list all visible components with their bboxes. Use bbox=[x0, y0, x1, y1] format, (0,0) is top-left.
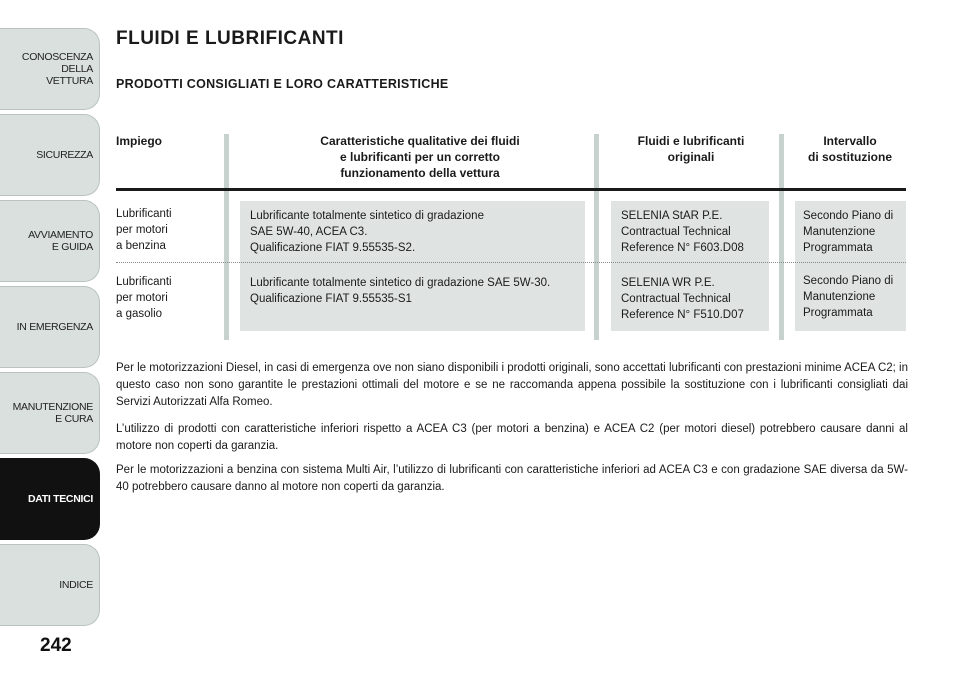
section-subtitle: PRODOTTI CONSIGLIATI E LORO CARATTERISTICHE bbox=[116, 77, 449, 91]
cell-line: Reference N° F510.D07 bbox=[621, 309, 744, 321]
row-2-fluidi bbox=[621, 275, 744, 323]
tab-label bbox=[13, 401, 93, 425]
cell-line: Programmata bbox=[803, 307, 873, 319]
header-caratteristiche bbox=[250, 133, 590, 181]
tab-label: SICUREZZA bbox=[36, 149, 93, 161]
cell-line: Lubrificanti bbox=[116, 276, 172, 288]
cell-line: Secondo Piano di bbox=[803, 210, 894, 222]
cell-line: Qualificazione FIAT 9.55535-S1 bbox=[250, 293, 412, 305]
cell-line: a gasolio bbox=[116, 308, 163, 320]
row-separator bbox=[116, 262, 906, 263]
cell-line: a benzina bbox=[116, 240, 166, 252]
tab-label-line: CONOSCENZA bbox=[21, 51, 93, 63]
tab-label bbox=[28, 229, 93, 253]
row-1-intervallo bbox=[803, 208, 893, 256]
tab-label-line: MANUTENZIONE bbox=[12, 401, 93, 413]
tab-indice[interactable] bbox=[0, 544, 100, 626]
row-2-impiego bbox=[116, 274, 172, 322]
paragraph-inferior-products: L’utilizzo di prodotti con caratteristiche inferiori rispetto a ACEA C3 (per motori a benzina) e ACEA C2 (per motori diesel) potrebbero causare danni al motore non coperti da garanzia. bbox=[116, 423, 908, 452]
cell-line: Qualificazione FIAT 9.55535-S2. bbox=[250, 242, 416, 254]
cell-line: Contractual Technical bbox=[621, 226, 731, 238]
row-1-fluidi bbox=[621, 208, 744, 256]
cell-line: per motori bbox=[116, 292, 168, 304]
header-line: e lubrificanti per un corretto bbox=[339, 150, 501, 164]
tab-in-emergenza[interactable] bbox=[0, 286, 100, 368]
tab-dati-tecnici[interactable] bbox=[0, 458, 100, 540]
cell-line: Programmata bbox=[803, 242, 873, 254]
tab-label: INDICE bbox=[59, 579, 93, 591]
cell-line: SELENIA WR P.E. bbox=[621, 277, 715, 289]
header-impiego: Impiego bbox=[116, 134, 163, 148]
tab-label: IN EMERGENZA bbox=[16, 321, 93, 333]
row-2-caratteristiche bbox=[250, 275, 550, 307]
cell-line: Manutenzione bbox=[803, 226, 876, 238]
cell-line: SELENIA StAR P.E. bbox=[621, 210, 723, 222]
cell-line: Secondo Piano di bbox=[803, 275, 894, 287]
page-number: 242 bbox=[40, 635, 72, 656]
tab-label-line: E GUIDA bbox=[51, 241, 93, 253]
tab-label-line: E CURA bbox=[55, 413, 93, 425]
row-2-intervallo bbox=[803, 273, 893, 321]
column-divider bbox=[779, 134, 784, 340]
cell-line: Lubrificante totalmente sintetico di gradazione bbox=[250, 210, 484, 222]
cell-line: Contractual Technical bbox=[621, 293, 731, 305]
cell-line: SAE 5W-40, ACEA C3. bbox=[250, 226, 368, 238]
paragraph-multi-air: Per le motorizzazioni a benzina con sistema Multi Air, l’utilizzo di lubrificanti con caratteristiche inferiori ad ACEA C3 e con gradazione SAE diversa da 5W-40 potrebbero causare danno al motore non coperti da garanzia. bbox=[116, 464, 908, 493]
header-line: Fluidi e lubrificanti bbox=[637, 134, 745, 148]
page-title: FLUIDI E LUBRIFICANTI bbox=[116, 28, 344, 49]
tab-label: DATI TECNICI bbox=[27, 493, 93, 505]
header-line: Intervallo bbox=[823, 134, 877, 148]
tab-avviamento-e-guida[interactable] bbox=[0, 200, 100, 282]
tab-manutenzione-e-cura[interactable] bbox=[0, 372, 100, 454]
header-line: Caratteristiche qualitative dei fluidi bbox=[320, 134, 520, 148]
column-divider bbox=[224, 134, 229, 340]
header-line: originali bbox=[667, 150, 715, 164]
tab-label-line: VETTURA bbox=[46, 75, 93, 87]
paragraph-diesel-emergency: Per le motorizzazioni Diesel, in casi di emergenza ove non siano disponibili i prodotti originali, sono accettati lubrificanti con prestazioni minime ACEA C2; in questo caso non sono garantite le prestazioni ottimali del motore e se ne raccomanda appena possibile la sostituzione con i lubrificanti consigliati dai Servizi Autorizzati Alfa Romeo. bbox=[116, 362, 908, 408]
column-divider bbox=[594, 134, 599, 340]
tab-conoscenza-della-vettura[interactable] bbox=[0, 28, 100, 110]
header-line: di sostituzione bbox=[808, 150, 892, 164]
tab-label bbox=[22, 51, 93, 87]
cell-line: per motori bbox=[116, 224, 168, 236]
header-fluidi bbox=[606, 133, 776, 165]
tab-label-line: AVVIAMENTO bbox=[28, 229, 93, 241]
cell-line: Manutenzione bbox=[803, 291, 876, 303]
row-1-impiego bbox=[116, 206, 172, 254]
header-line: funzionamento della vettura bbox=[340, 166, 500, 180]
row-1-caratteristiche bbox=[250, 208, 484, 256]
cell-line: Lubrificanti bbox=[116, 208, 172, 220]
cell-line: Lubrificante totalmente sintetico di gradazione SAE 5W-30. bbox=[250, 277, 551, 289]
cell-line: Reference N° F603.D08 bbox=[621, 242, 744, 254]
tab-label-line: DELLA bbox=[61, 63, 93, 75]
header-rule bbox=[116, 188, 906, 191]
header-intervallo bbox=[790, 133, 910, 165]
tab-sicurezza[interactable] bbox=[0, 114, 100, 196]
